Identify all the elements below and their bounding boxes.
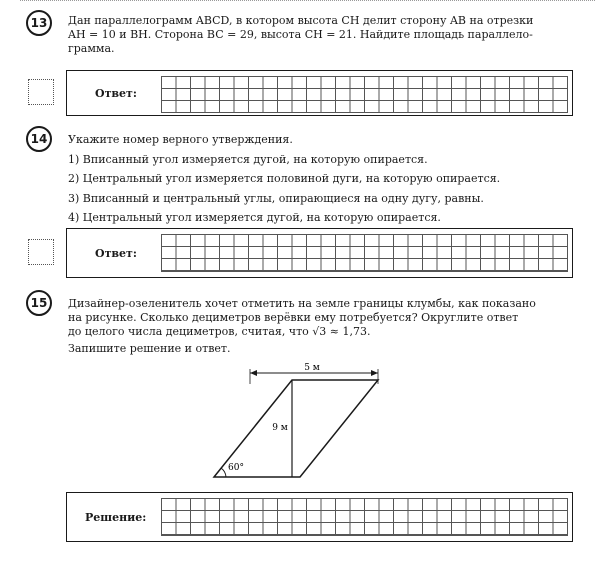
question-15-line-3: до целого числа дециметров, считая, что √3 ≈ 1,73. xyxy=(68,325,371,338)
question-13-line-2: AH = 10 и BH. Сторона BC = 29, высота CH = 21. Найдите площадь параллело- xyxy=(68,28,533,41)
question-14-answer-label: Ответ: xyxy=(95,247,137,260)
angle-arc xyxy=(221,468,226,477)
question-15-number: 15 xyxy=(26,290,52,316)
question-15-line-2: на рисунке. Сколько дециметров верёвки ему потребуется? Округлите ответ xyxy=(68,311,519,324)
question-13-line-1: Дан параллелограмм ABCD, в котором высота CH делит сторону AB на отрезки xyxy=(68,14,534,27)
top-side-label: 5 м xyxy=(304,363,320,373)
question-14-score-box xyxy=(28,239,54,265)
question-13-answer-label: Ответ: xyxy=(95,87,137,100)
question-14-answer-grid[interactable] xyxy=(161,234,568,272)
question-13-number: 13 xyxy=(26,10,52,36)
question-13-line-3: грамма. xyxy=(68,42,115,55)
question-15-solution-label: Решение: xyxy=(85,511,147,524)
question-15-line-4: Запишите решение и ответ. xyxy=(68,342,231,355)
top-divider xyxy=(20,0,595,1)
question-14-option-2: 2) Центральный угол измеряется половиной дуги, на которую опирается. xyxy=(68,172,501,185)
question-13-answer-grid[interactable] xyxy=(161,76,568,113)
question-14-option-1: 1) Вписанный угол измеряется дугой, на которую опирается. xyxy=(68,153,428,166)
question-15-solution-box xyxy=(66,492,573,542)
question-14-answer-box xyxy=(66,228,573,278)
question-14-option-3: 3) Вписанный и центральный углы, опирающиеся на одну дугу, равны. xyxy=(68,192,484,205)
top-dimension-arrow-right xyxy=(371,370,378,376)
height-label: 9 м xyxy=(272,423,288,433)
parallelogram-figure xyxy=(200,360,400,485)
question-15-solution-grid[interactable] xyxy=(161,498,568,536)
question-15-line-1: Дизайнер-озеленитель хочет отметить на земле границы клумбы, как показано xyxy=(68,297,536,310)
question-13-score-box xyxy=(28,79,54,105)
angle-label: 60° xyxy=(228,463,244,473)
question-14-option-4: 4) Центральный угол измеряется дугой, на которую опирается. xyxy=(68,211,441,224)
question-13-answer-box xyxy=(66,70,573,116)
top-dimension-arrow-left xyxy=(250,370,257,376)
question-14-number: 14 xyxy=(26,126,52,152)
question-14-prompt: Укажите номер верного утверждения. xyxy=(68,133,293,146)
